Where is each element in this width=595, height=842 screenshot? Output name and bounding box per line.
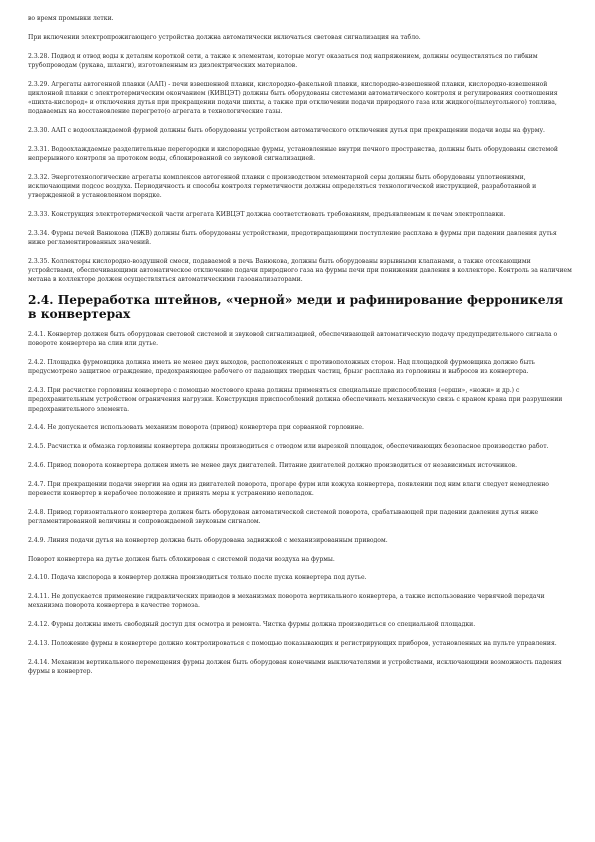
paragraph: 2.4.1. Конвертер должен быть оборудован световой системой и звуковой сигнализацией, обеспечивающей автоматическую подачу предупредительного сигнала о повороте конвертера на слив или дутье. <box>28 331 558 348</box>
paragraph: 2.4.7. При прекращении подачи энергии на один из двигателей поворота, прогаре фурм или кожуха конвертера, появлении под ним влаги следует немедленно перевести конвертер в нерабочее положение и принять меры к устранению неполадок. <box>28 480 549 497</box>
section-main <box>28 330 573 676</box>
paragraph: 2.4.13. Положение фурмы в конвертере должно контролироваться с помощью показывающих и регистрирующих приборов, установленных на пульте управления. <box>28 639 557 647</box>
section-top <box>28 14 573 284</box>
paragraph: 2.4.11. Не допускается применение гидравлических приводов в механизмах поворота вертикального конвертера, а также использование червячной передачи механизма поворота конвертера в качестве тормоза. <box>28 593 545 610</box>
paragraph: 2.4.6. Привод поворота конвертера должен иметь не менее двух двигателей. Питание двигателей должно производиться от независимых источников. <box>28 461 517 469</box>
paragraph: 2.3.34. Фурмы печей Ванюкова (ПЖВ) должны быть оборудованы устройствами, предотвращающими поступление расплава в фурмы при падении давления дутья ниже регламентированных значений. <box>28 229 557 246</box>
paragraph: 2.4.12. Фурмы должны иметь свободный доступ для осмотра и ремонта. Чистка фурмы должна производиться со специальной площадки. <box>28 621 476 629</box>
paragraph: 2.3.29. Агрегаты автогенной плавки (ААП) - печи взвешенной плавки, кислородно-факельной плавки, кислородно-взвешенной плавки, кислородно-взвешенной циклонной плавки с электротермическим окончанием (КИВЦЭТ) должны быть оборудованы системами автоматического контроля и регулирования соотношения «шихта-кислород» и отключения дутья при прекращении подачи шихты, а также при отключении подачи природного газа или жидкого(пылеугольного) топлива, подаваемых на восстановление перегрето(о агрегата в технологические газы. <box>28 80 558 116</box>
paragraph: Поворот конвертера на дутье должен быть сблокирован с системой подачи воздуха на фурмы. <box>28 555 335 563</box>
paragraph: 2.3.31. Водоохлаждаемые разделительные перегородки и кислородные фурмы, установленные внутри печного пространства, должны быть оборудованы системой непрерывного контроля за протоком воды, сблокированной со звуковой сигнализацией. <box>28 145 558 162</box>
paragraph: 2.3.33. Конструкция электротермической части агрегата КИВЦЭТ должна соответствовать требованиям, предъявляемым к печам электроплавки. <box>28 211 506 218</box>
paragraph: 2.4.10. Подача кислорода в конвертер должна производиться только после пуска конвертера под дутье. <box>28 574 367 582</box>
paragraph: 2.4.8. Привод горизонтального конвертера должен быть оборудован автоматической системой поворота, срабатывающей при падении давления дутья ниже регламентированной величины и сопровождаемой звуковым сигналом. <box>28 508 539 525</box>
paragraph: 2.3.35. Коллекторы кислородно-воздушной смеси, подаваемой в печь Ванюкова, должны быть оборудованы взрывными клапанами, а также отсекающими устройствами, обеспечивающими автоматическое отключение подачи природного газа на фурмы печи при понижении давления в коллекторе. Контроль за наличием метана в коллекторе должен осуществляться автоматическими газоанализаторами. <box>28 257 572 284</box>
paragraph: 2.4.5. Расчистка и обмазка горловины конвертера должны производиться с отводом или вырезкой площадок, обеспечивающих безопасное производство работ. <box>28 443 549 451</box>
paragraph: При включении электропрожигающего устройства должна автоматически включаться световая сигнализация на табло. <box>28 33 421 41</box>
paragraph: 2.4.9. Линия подачи дутья на конвертер должна быть оборудована задвижкой с механизированным приводом. <box>28 536 388 544</box>
paragraph: 2.3.30. ААП с водоохлаждаемой фурмой должны быть оборудованы устройством автоматического отключения дутья при прекращении подачи воды на фурму. <box>28 127 545 134</box>
paragraph: 2.3.28. Подвод и отвод воды к деталям короткой сети, а также к элементам, которые могут оказаться под напряжением, должны осуществляться по гибким трубопроводам (рукава, шланги), изготовленным из диэлектрических материалов. <box>28 52 538 69</box>
paragraph: 2.4.2. Площадка фурмовщика должна иметь не менее двух выходов, расположенных с противоположных сторон. Над площадкой фурмовщика должно быть предусмотрено защитное ограждение, предохраняющее рабочего от падающих твердых частиц, брызг расплава из горловины и выбросов из конвертера. <box>28 359 535 376</box>
paragraph: во время промывки летки. <box>28 15 114 22</box>
section-heading: 2.4. Переработка штейнов, «черной» меди и рафинирование ферроникеля в конвертерах <box>28 293 564 321</box>
paragraph: 2.4.14. Механизм вертикального перемещения фурмы должен быть оборудован конечными выключателями и устройствами, исключающими возможность падения фурмы в конвертер. <box>28 658 562 675</box>
paragraph: 2.4.3. При расчистке горловины конвертера с помощью мостового крана должны применяться специальные приспособления («ерши», «ножи» и др.) с предохранительным устройством ограничения нагрузки. Конструкция приспособлений должна обеспечивать механическую связь с краном крана при разрушении предохранительного элемента. <box>28 387 563 413</box>
paragraph: 2.3.32. Энерготехнологические агрегаты комплексов автогенной плавки с производством элементарной серы должны быть оборудованы уплотнениями, исключающими подсос воздуха. Периодичность и способы контроля герметичности должны определяться технологической инструкцией, разработанной и утвержденной в установленном порядке. <box>28 173 537 200</box>
paragraph: 2.4.4. Не допускается использовать механизм поворота (привод) конвертера при сорванной горловине. <box>28 424 364 432</box>
